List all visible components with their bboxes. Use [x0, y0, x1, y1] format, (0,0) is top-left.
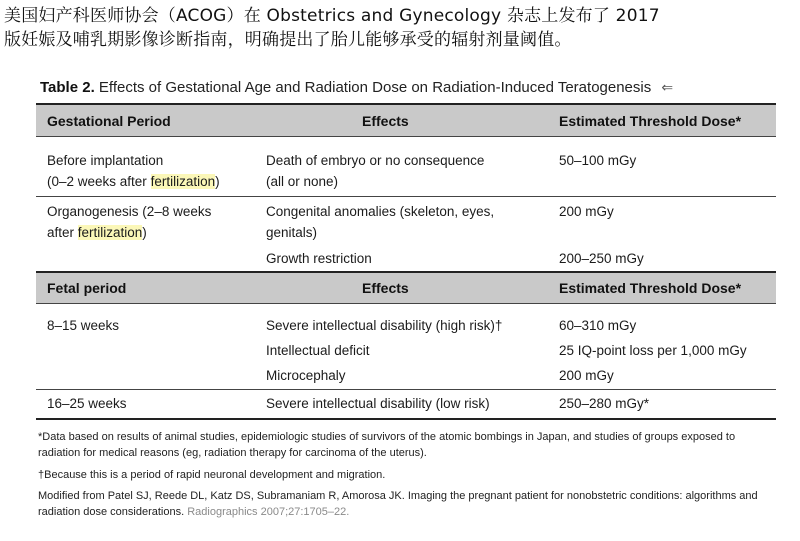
- footnote-dagger: †Because this is a period of rapid neuronal development and migration.: [38, 469, 386, 481]
- threshold-table: [36, 73, 781, 535]
- back-arrow-icon: ⇐: [661, 79, 674, 95]
- effect-text: Congenital anomalies (skeleton, eyes,: [266, 204, 495, 219]
- table-row-period: [47, 201, 211, 243]
- source-note: [38, 488, 773, 520]
- header-threshold-2: Estimated Threshold Dose*: [559, 280, 742, 296]
- source-text: Modified from Patel SJ, Reede DL, Katz DS, Subramaniam R, Amorosa JK. Imaging the pregnant patient for nonobstetric conditions: algorithms and radiation dose considerations.: [38, 490, 758, 518]
- table-row-period: [47, 150, 220, 192]
- table-row-effect: Intellectual deficit: [266, 343, 370, 358]
- effect-text-line2: genitals): [266, 225, 318, 240]
- header-fetal-period: Fetal period: [47, 280, 127, 296]
- period-text-line2: after fertilization): [47, 225, 147, 240]
- period-text-line2: (0–2 weeks after fertilization): [47, 174, 220, 189]
- intro-line-1: 美国妇产科医师协会（ACOG）在 Obstetrics and Gynecology 杂志上发布了 2017: [4, 6, 660, 26]
- rule-header2-bottom: [36, 303, 776, 304]
- table-row-effect: Microcephaly: [266, 368, 346, 383]
- table-row-dose: 200 mGy: [559, 368, 614, 383]
- effect-text: Death of embryo or no consequence: [266, 153, 485, 168]
- table-caption: [40, 79, 770, 96]
- rule-table-bottom: [36, 418, 776, 420]
- table-row-dose: 60–310 mGy: [559, 318, 637, 333]
- header-gestational-period: Gestational Period: [47, 113, 171, 129]
- header-effects-2: Effects: [362, 280, 409, 296]
- rule-header-bottom: [36, 136, 776, 137]
- intro-line-2: 版妊娠及哺乳期影像诊断指南，明确提出了胎儿能够承受的辐射剂量阈值。: [4, 30, 572, 50]
- period-text: Before implantation: [47, 153, 164, 168]
- table-row-dose: 200 mGy: [559, 204, 614, 219]
- table-row-dose: 50–100 mGy: [559, 153, 637, 168]
- table-row-period: 16–25 weeks: [47, 396, 127, 411]
- table-row-effect: Severe intellectual disability (high risk)†: [266, 318, 503, 333]
- source-ref: Radiographics 2007;27:1705–22.: [187, 506, 350, 518]
- table-row-effect: [266, 201, 494, 243]
- intro-text: [4, 4, 796, 52]
- period-text: Organogenesis (2–8 weeks: [47, 204, 212, 219]
- table-row-dose: 200–250 mGy: [559, 251, 644, 266]
- row-divider: [36, 196, 776, 197]
- effect-text-line2: (all or none): [266, 174, 339, 189]
- table-row-effect: Severe intellectual disability (low risk): [266, 396, 490, 411]
- footnote-star: *Data based on results of animal studies, epidemiologic studies of survivors of the atomic bombings in Japan, and studies of groups exposed to radiation for medical reasons (eg, radiation therapy for carcinoma of the uterus).: [38, 431, 736, 459]
- header-effects: Effects: [362, 113, 409, 129]
- row-divider: [36, 389, 776, 390]
- table-row-dose: 25 IQ-point loss per 1,000 mGy: [559, 343, 747, 358]
- caption-label: Table 2.: [40, 79, 95, 96]
- caption-text: Effects of Gestational Age and Radiation Dose on Radiation-Induced Teratogenesis: [98, 79, 652, 96]
- header-threshold: Estimated Threshold Dose*: [559, 113, 742, 129]
- table-row-effect: [266, 150, 484, 192]
- table-row-period: 8–15 weeks: [47, 318, 120, 333]
- table-row-effect: Growth restriction: [266, 251, 372, 266]
- table-row-dose: 250–280 mGy*: [559, 396, 650, 411]
